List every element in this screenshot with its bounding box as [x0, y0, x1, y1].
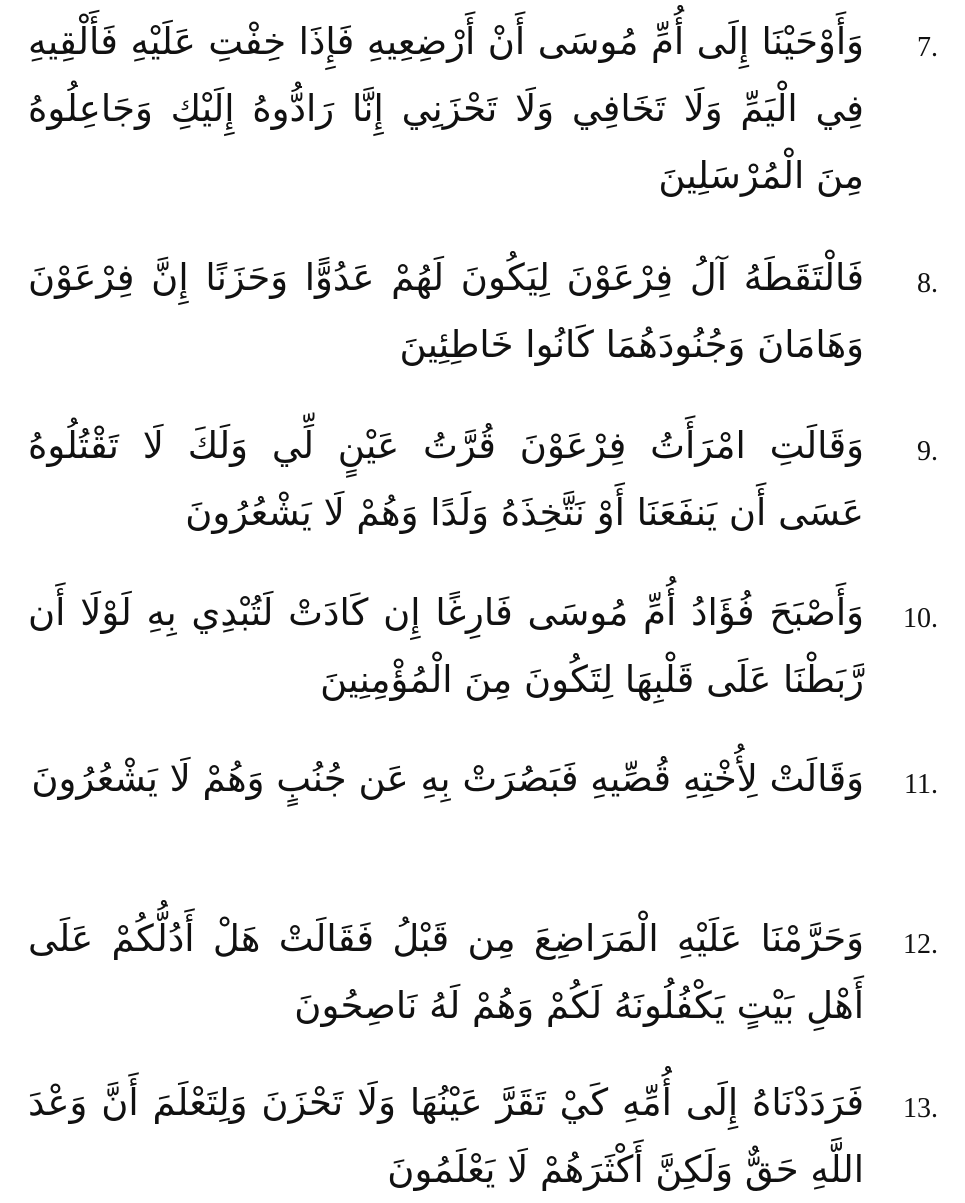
verse-text: فَرَدَدْنَاهُ إِلَى أُمِّهِ كَيْ تَقَرَّ عَيْنُهَا وَلَا تَحْزَنَ وَلِتَعْلَمَ أَنَّ وَعْدَ اللَّهِ حَقٌّ وَلَكِنَّ أَكْثَرَهُمْ لَا يَعْلَمُونَ — [28, 1081, 864, 1191]
verse-number: 13. — [903, 1093, 938, 1124]
verse-number: 9. — [917, 436, 938, 467]
verse-text: وَأَوْحَيْنَا إِلَى أُمِّ مُوسَى أَنْ أَرْضِعِيهِ فَإِذَا خِفْتِ عَلَيْهِ فَأَلْقِيهِ فِي الْيَمِّ وَلَا تَخَافِي وَلَا تَحْزَنِي إِنَّا رَادُّوهُ إِلَيْكِ وَجَاعِلُوهُ مِنَ الْمُرْسَلِينَ — [28, 20, 864, 197]
verse-text: وَقَالَتْ لِأُخْتِهِ قُصِّيهِ فَبَصُرَتْ بِهِ عَن جُنُبٍ وَهُمْ لَا يَشْعُرُونَ — [31, 757, 864, 800]
verse-number: 12. — [903, 929, 938, 960]
verse-text: فَالْتَقَطَهُ آلُ فِرْعَوْنَ لِيَكُونَ لَهُمْ عَدُوًّا وَحَزَنًا إِنَّ فِرْعَوْنَ وَهَامَانَ وَجُنُودَهُمَا كَانُوا خَاطِئِينَ — [28, 256, 864, 366]
verse-number: 8. — [917, 268, 938, 299]
verse-number: 11. — [904, 769, 938, 800]
verse-text: وَحَرَّمْنَا عَلَيْهِ الْمَرَاضِعَ مِن قَبْلُ فَقَالَتْ هَلْ أَدُلُّكُمْ عَلَى أَهْلِ بَيْتٍ يَكْفُلُونَهُ لَكُمْ وَهُمْ لَهُ نَاصِحُونَ — [28, 917, 864, 1027]
verse-text: وَقَالَتِ امْرَأَتُ فِرْعَوْنَ قُرَّتُ عَيْنٍ لِّي وَلَكَ لَا تَقْتُلُوهُ عَسَى أَن يَنفَعَنَا أَوْ نَتَّخِذَهُ وَلَدًا وَهُمْ لَا يَشْعُرُونَ — [28, 424, 864, 534]
verse-number: 7. — [917, 32, 938, 63]
verse-text: وَأَصْبَحَ فُؤَادُ أُمِّ مُوسَى فَارِغًا إِن كَادَتْ لَتُبْدِي بِهِ لَوْلَا أَن رَّبَطْنَا عَلَى قَلْبِهَا لِتَكُونَ مِنَ الْمُؤْمِنِينَ — [28, 591, 864, 701]
verse-number: 10. — [903, 603, 938, 634]
